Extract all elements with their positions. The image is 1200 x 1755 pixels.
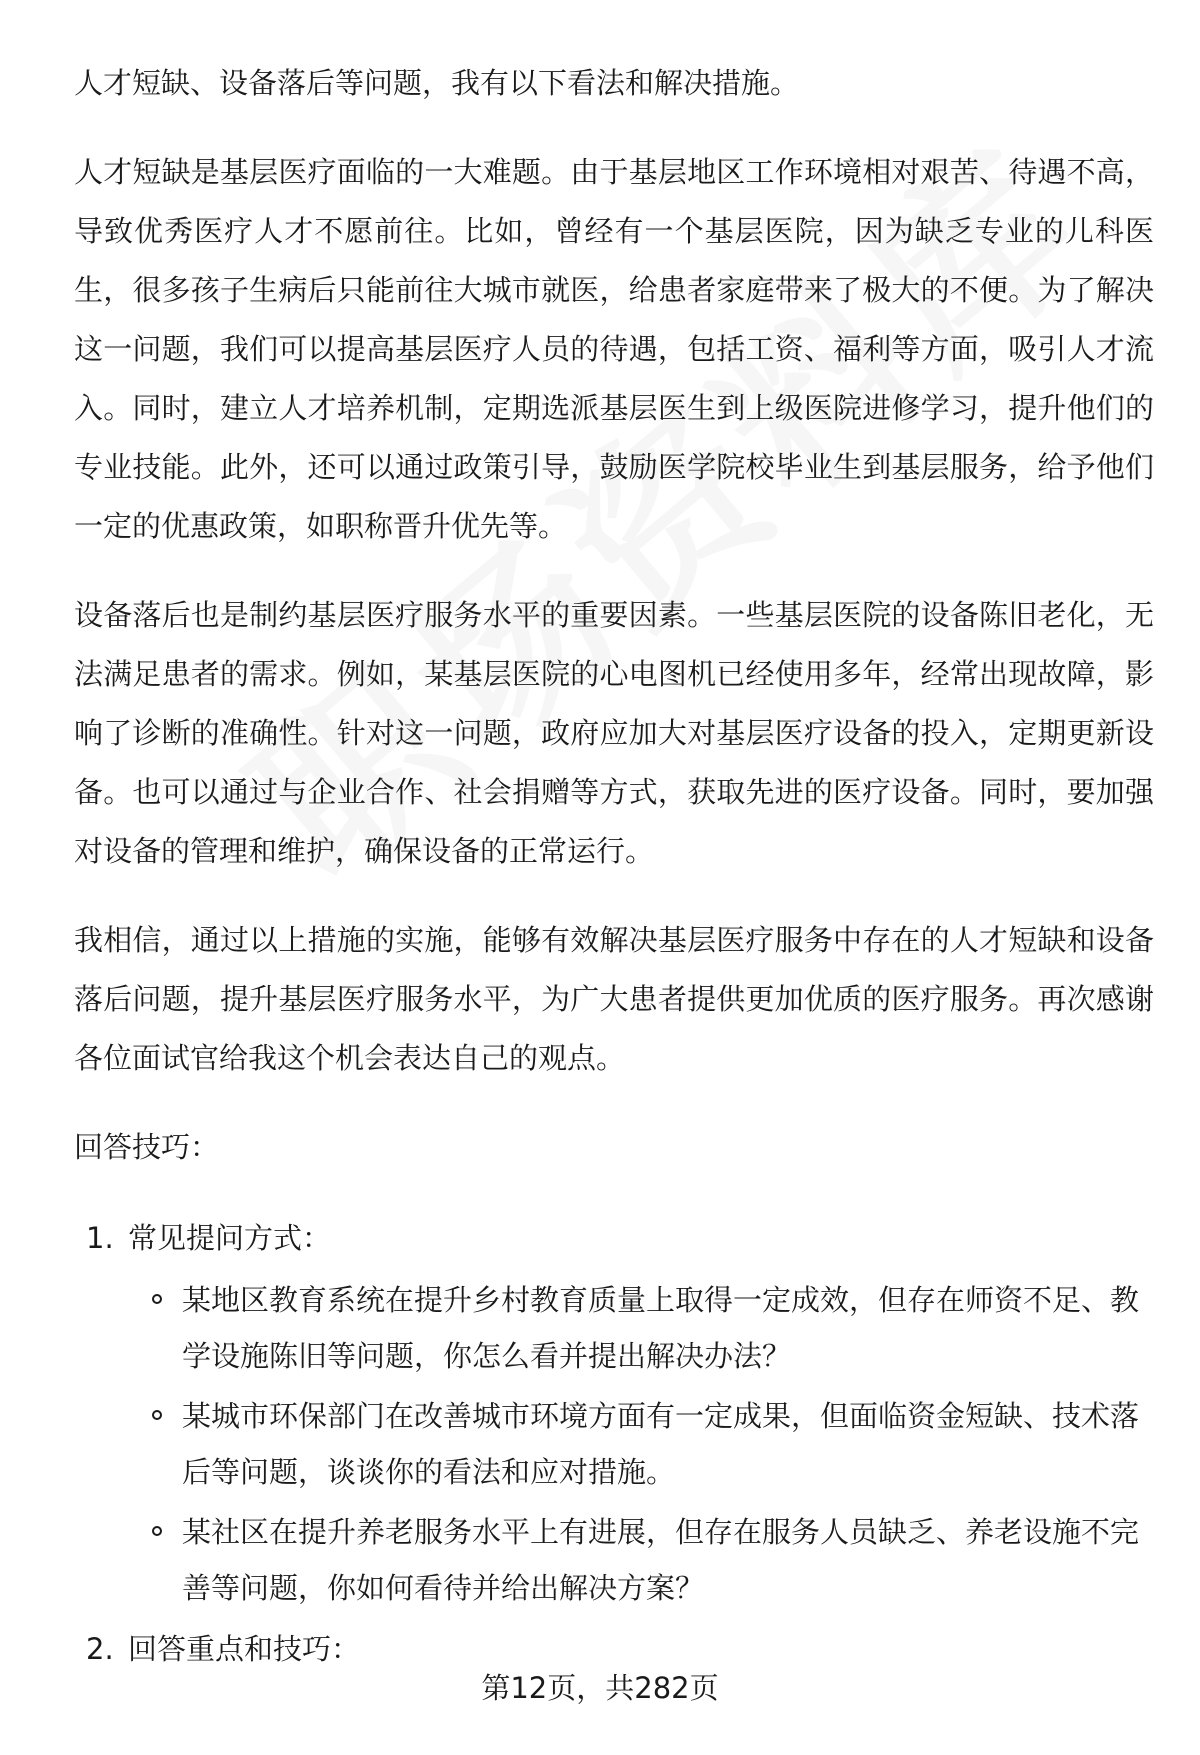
list-item bbox=[128, 1272, 1154, 1384]
tips-list bbox=[74, 1209, 1154, 1679]
tips-item-title: 回答重点和技巧： bbox=[128, 1632, 361, 1666]
hollow-circle-bullet-icon bbox=[152, 1526, 162, 1536]
page-number-footer: 第12页，共282页 bbox=[481, 1671, 719, 1705]
hollow-circle-bullet-icon bbox=[152, 1294, 162, 1304]
list-item bbox=[128, 1504, 1154, 1616]
list-item-text: 某地区教育系统在提升乡村教育质量上取得一定成效，但存在师资不足、教学设施陈旧等问题，你怎么看并提出解决办法？ bbox=[182, 1283, 1140, 1373]
tips-item bbox=[74, 1209, 1154, 1616]
document-body bbox=[74, 54, 1154, 1681]
paragraph-talent-shortage: 人才短缺是基层医疗面临的一大难题。由于基层地区工作环境相对艰苦、待遇不高，导致优秀医疗人才不愿前往。比如，曾经有一个基层医院，因为缺乏专业的儿科医生，很多孩子生病后只能前往大城市就医，给患者家庭带来了极大的不便。为了解决这一问题，我们可以提高基层医疗人员的待遇，包括工资、福利等方面，吸引人才流入。同时，建立人才培养机制，定期选派基层医生到上级医院进修学习，提升他们的专业技能。此外，还可以通过政策引导，鼓励医学院校毕业生到基层服务，给予他们一定的优惠政策，如职称晋升优先等。 bbox=[74, 155, 1154, 543]
tips-item-number: 2. bbox=[86, 1632, 114, 1666]
tips-item-title: 常见提问方式： bbox=[128, 1221, 332, 1255]
list-item-text: 某社区在提升养老服务水平上有进展，但存在服务人员缺乏、养老设施不完善等问题，你如何看待并给出解决方案？ bbox=[182, 1515, 1140, 1605]
tips-item-number: 1. bbox=[86, 1221, 114, 1255]
list-item bbox=[128, 1388, 1154, 1500]
hollow-circle-bullet-icon bbox=[152, 1410, 162, 1420]
question-list bbox=[128, 1272, 1154, 1616]
paragraph-equipment-outdated: 设备落后也是制约基层医疗服务水平的重要因素。一些基层医院的设备陈旧老化，无法满足患者的需求。例如，某基层医院的心电图机已经使用多年，经常出现故障，影响了诊断的准确性。针对这一问题，政府应加大对基层医疗设备的投入，定期更新设备。也可以通过与企业合作、社会捐赠等方式，获取先进的医疗设备。同时，要加强对设备的管理和维护，确保设备的正常运行。 bbox=[74, 598, 1154, 868]
paragraph-conclusion: 我相信，通过以上措施的实施，能够有效解决基层医疗服务中存在的人才短缺和设备落后问题，提升基层医疗服务水平，为广大患者提供更加优质的医疗服务。再次感谢各位面试官给我这个机会表达自己的观点。 bbox=[74, 923, 1154, 1075]
tips-label: 回答技巧： bbox=[74, 1130, 220, 1164]
list-item-text: 某城市环保部门在改善城市环境方面有一定成果，但面临资金短缺、技术落后等问题，谈谈你的看法和应对措施。 bbox=[182, 1399, 1140, 1489]
paragraph-intro: 人才短缺、设备落后等问题，我有以下看法和解决措施。 bbox=[74, 66, 800, 100]
